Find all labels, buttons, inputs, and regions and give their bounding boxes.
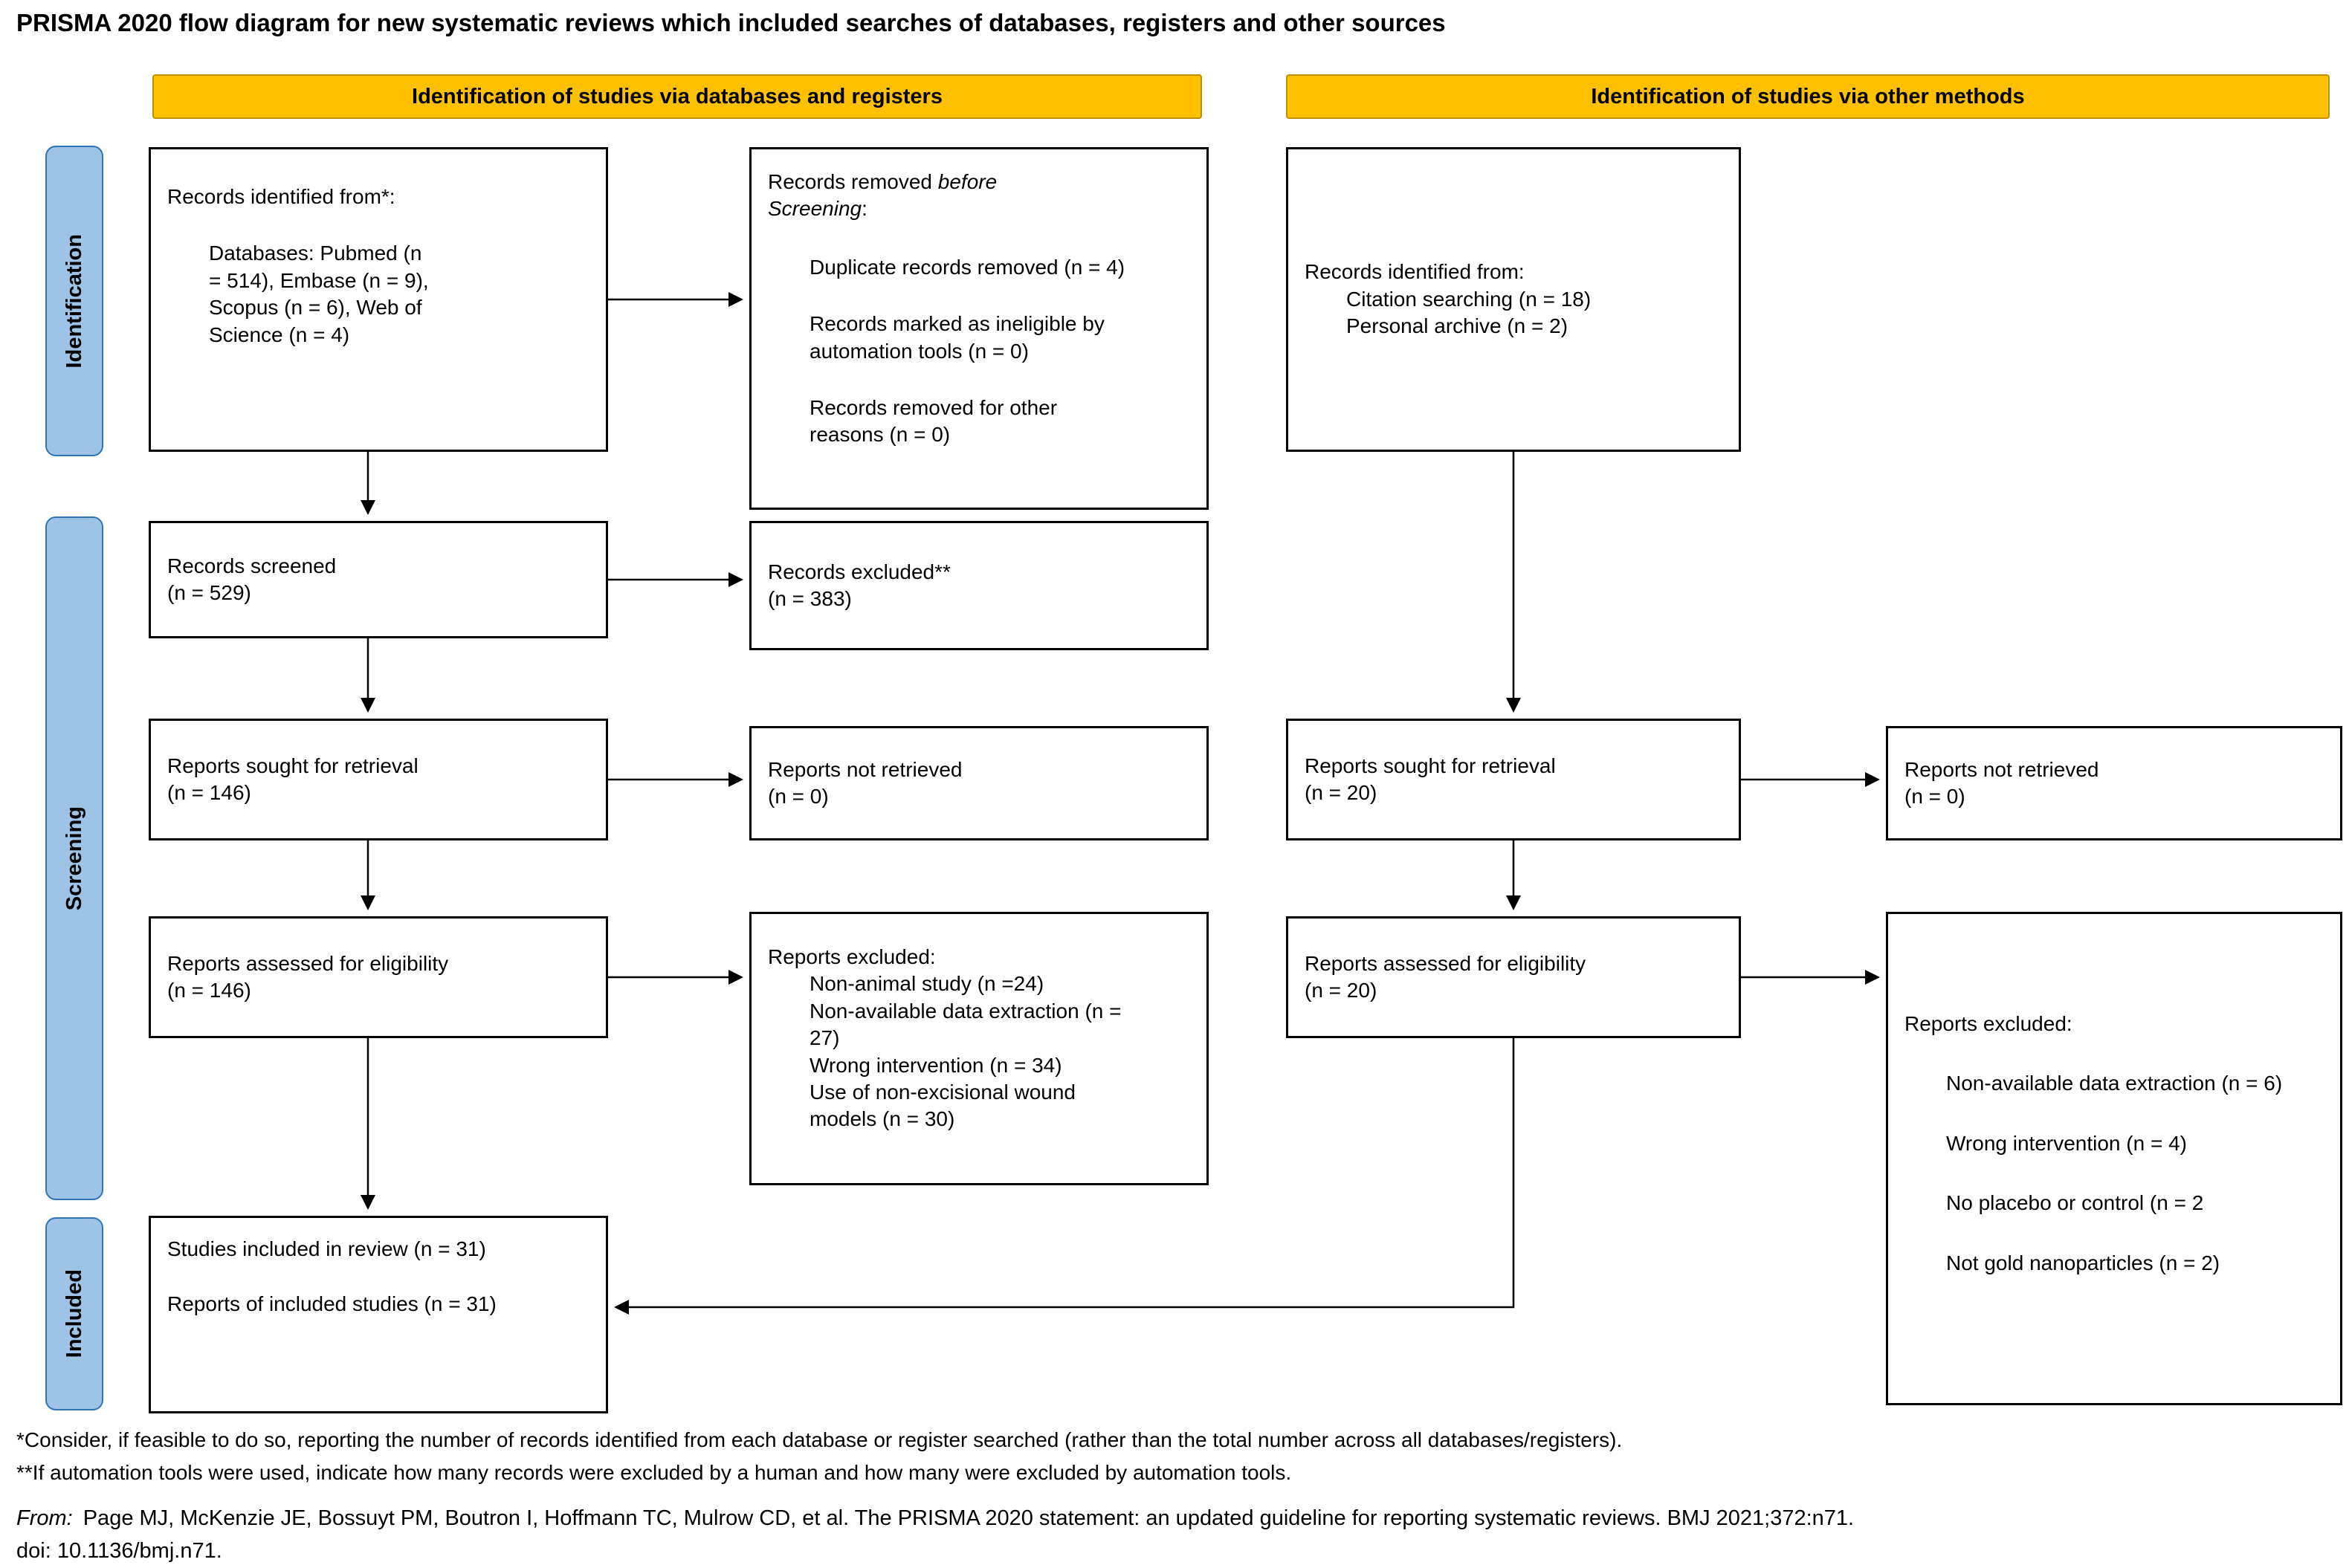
box-title	[768, 169, 1088, 223]
box-line: Reports sought for retrieval	[1305, 754, 1556, 777]
box-line: Studies included in review (n = 31)	[167, 1237, 486, 1260]
box-line: Reports of included studies (n = 31)	[167, 1292, 497, 1316]
box-reports-not-retrieved-databases	[749, 726, 1209, 840]
box-records-excluded	[749, 521, 1209, 650]
footnote-double-asterisk: **If automation tools were used, indicate how many records were excluded by a human and how many were excluded by automation tools.	[16, 1461, 1292, 1484]
box-item: No placebo or control (n = 2	[1946, 1191, 2204, 1215]
stage-included	[45, 1217, 103, 1410]
box-line: (n = 529)	[167, 581, 251, 604]
box-reports-assessed-databases	[149, 916, 608, 1038]
title-text: Records removed	[768, 170, 938, 193]
title-italic: before Screening	[768, 170, 998, 221]
banner-other-methods	[1286, 74, 2330, 119]
page-title: PRISMA 2020 flow diagram for new systematic reviews which included searches of databases, registers and other sources	[16, 9, 1446, 36]
stage-label: Included	[62, 1269, 86, 1358]
box-line: (n = 0)	[1904, 785, 1965, 808]
title-text: :	[862, 197, 867, 221]
box-line: Reports assessed for eligibility	[1305, 951, 1586, 975]
box-line: (n = 20)	[1305, 979, 1377, 1002]
box-item: Use of non-excisional wound models (n = 30)	[810, 1080, 1076, 1131]
box-line: Reports assessed for eligibility	[167, 951, 449, 975]
box-reports-sought-databases	[149, 719, 608, 840]
banner-databases-registers	[152, 74, 1202, 119]
stage-label: Screening	[62, 806, 86, 911]
box-title: Reports excluded:	[768, 945, 936, 968]
box-line: (n = 383)	[768, 587, 852, 610]
box-item: Non-animal study (n =24)	[810, 972, 1044, 996]
box-item: Non-available data extraction (n = 6)	[1946, 1072, 2283, 1095]
box-line: Records screened	[167, 554, 337, 577]
box-item: Duplicate records removed (n = 4)	[810, 255, 1125, 279]
box-line: Reports sought for retrieval	[167, 754, 419, 777]
box-records-identified-other	[1286, 147, 1741, 452]
box-item: Databases: Pubmed (n = 514), Embase (n = 9), Scopus (n = 6), Web of Science (n = 4)	[209, 242, 429, 346]
box-reports-excluded-databases	[749, 912, 1209, 1185]
box-line: (n = 0)	[768, 785, 829, 808]
box-line: Records excluded**	[768, 560, 951, 583]
box-line: Reports not retrieved	[768, 757, 963, 781]
box-title: Records identified from*:	[167, 185, 395, 208]
stage-screening	[45, 516, 103, 1200]
box-title: Reports excluded:	[1904, 1012, 2072, 1035]
footnote-asterisk: *Consider, if feasible to do so, reporting the number of records identified from each database or register searched (rather than the total number across all databases/registers).	[16, 1428, 1623, 1451]
box-records-identified-databases	[149, 147, 608, 452]
box-reports-not-retrieved-other	[1886, 726, 2342, 840]
box-line: Reports not retrieved	[1904, 757, 2099, 781]
box-studies-included	[149, 1216, 608, 1413]
citation-text: Page MJ, McKenzie JE, Bossuyt PM, Boutron I, Hoffmann TC, Mulrow CD, et al. The PRISMA 2020 statement: an updated guideline for reporting systematic reviews. BMJ 2021;372:n71.	[83, 1506, 1855, 1530]
box-item: Non-available data extraction (n = 27)	[810, 999, 1122, 1050]
box-item: Wrong intervention (n = 34)	[810, 1053, 1062, 1077]
citation	[16, 1503, 2336, 1567]
banner-label: Identification of studies via other methods	[1591, 84, 2025, 108]
box-reports-assessed-other	[1286, 916, 1741, 1038]
box-item: Records removed for other reasons (n = 0)	[810, 395, 1058, 447]
box-title: Records identified from:	[1305, 260, 1525, 284]
box-item: Records marked as ineligible by automation tools (n = 0)	[810, 312, 1105, 363]
box-item: Wrong intervention (n = 4)	[1946, 1131, 2187, 1155]
citation-from-label: From:	[16, 1506, 73, 1530]
box-reports-sought-other	[1286, 719, 1741, 840]
box-item: Not gold nanoparticles (n = 2)	[1946, 1251, 2220, 1274]
box-line: (n = 20)	[1305, 781, 1377, 804]
box-reports-excluded-other	[1886, 912, 2342, 1405]
box-line: (n = 146)	[167, 979, 251, 1002]
box-line: (n = 146)	[167, 781, 251, 804]
stage-label: Identification	[62, 233, 86, 369]
box-item: Citation searching (n = 18)	[1346, 287, 1592, 311]
banner-label: Identification of studies via databases and registers	[412, 84, 943, 108]
box-records-removed	[749, 147, 1209, 510]
box-item: Personal archive (n = 2)	[1346, 314, 1568, 338]
citation-doi: doi: 10.1136/bmj.n71.	[16, 1538, 222, 1563]
box-records-screened	[149, 521, 608, 638]
stage-identification	[45, 146, 103, 456]
